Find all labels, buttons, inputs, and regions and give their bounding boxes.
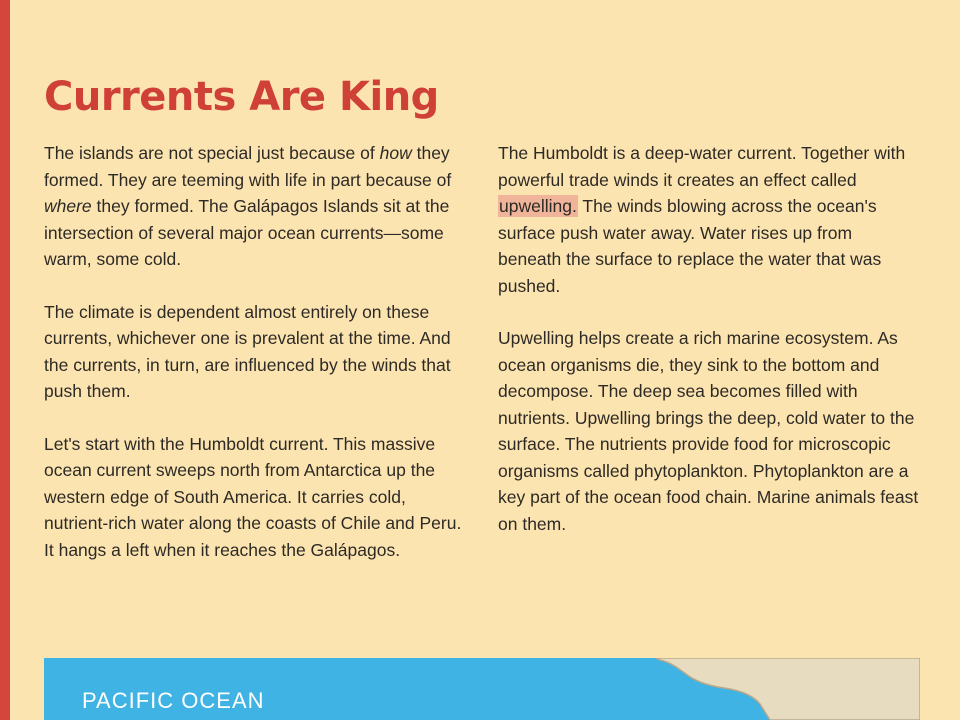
column-right (498, 140, 920, 563)
emphasis-text: how (379, 143, 412, 163)
paragraph: The climate is dependent almost entirely on these currents, whichever one is prevalent at the time. And the currents, in turn, are influenced by the winds that push them. (44, 301, 451, 401)
article-columns (44, 140, 920, 563)
paragraph: The Humboldt is a deep-water current. Together with powerful trade winds it creates an effect called upwelling. The winds blowing across the ocean's surface push water away. Water rises up from beneath the surface to replace the water that was pushed. (498, 143, 906, 296)
map-figure (44, 658, 920, 720)
landmass-shape (620, 658, 920, 720)
emphasis-text: where (44, 196, 92, 216)
ocean-label: PACIFIC OCEAN (82, 688, 265, 713)
paragraph: Upwelling helps create a rich marine ecosystem. As ocean organisms die, they sink to the bottom and decompose. The deep sea becomes filled with nutrients. Upwelling brings the deep, cold water to the surface. The nutrients provide food for microscopic organisms called phytoplankton. Phytoplankton are a key part of the ocean food chain. Marine animals feast on them. (498, 328, 919, 534)
highlighted-term: upwelling. (499, 196, 577, 216)
paragraph: The islands are not special just because of how they formed. They are teeming with life in part because of where they formed. The Galápagos Islands sit at the intersection of several major ocean currents—some warm, some cold. (44, 143, 452, 269)
paragraph: Let's start with the Humboldt current. This massive ocean current sweeps north from Antarctica up the western edge of South America. It carries cold, nutrient-rich water along the coasts of Chile and Peru. It hangs a left when it reaches the Galápagos. (44, 433, 462, 560)
column-left (44, 140, 466, 563)
left-accent-rule (0, 0, 10, 720)
page-title: Currents Are King (44, 74, 439, 120)
